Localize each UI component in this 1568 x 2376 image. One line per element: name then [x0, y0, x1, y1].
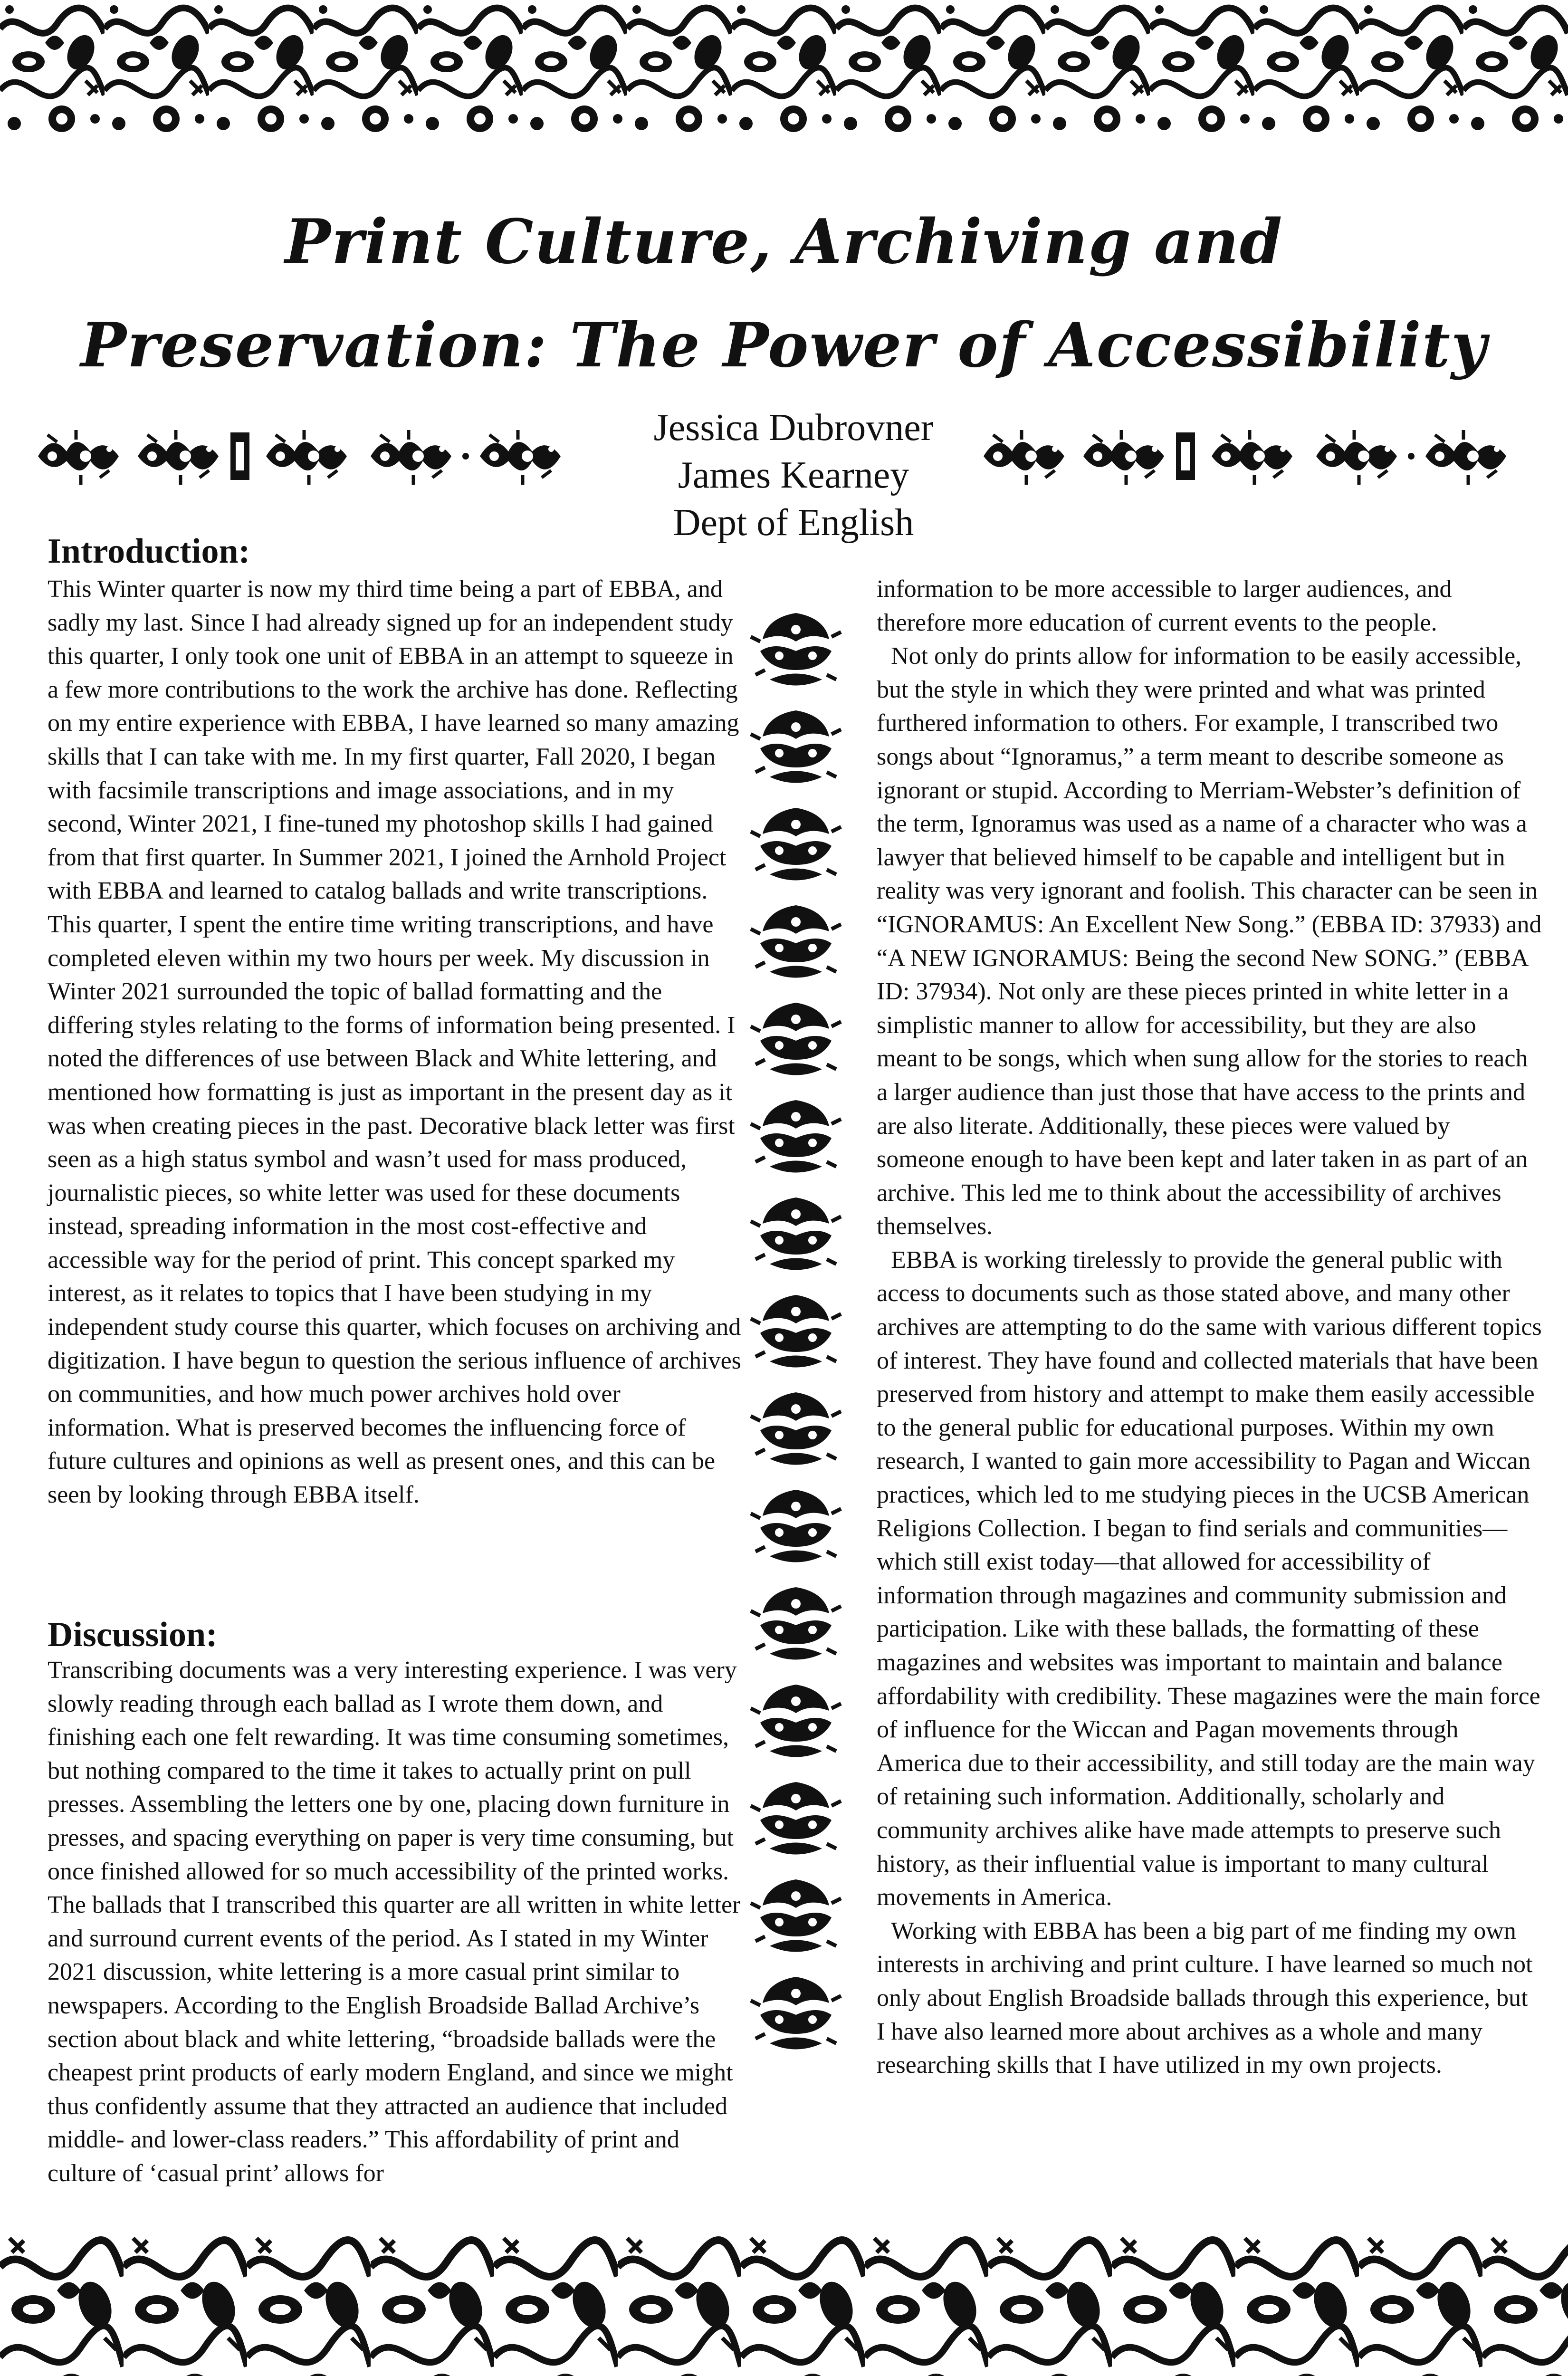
paragraph: EBBA is working tirelessly to provide the general public with access to documents such as those stated above, and many other archives are attempting to do the same with various different topics of interest. They have found and collected materials that have been preserved from history and attempt to make them easily accessible to the general public for educational purposes. Within my own research, I wanted to gain more accessibility to Pagan and Wiccan practices, which led to me studying pieces in the UCSB American Religions Collection. I began to find serials and communities—which still exist today—that allowed for accessibility of information through magazines and community submission and participation. Like with these ballads, the formatting of these magazines and websites was important to maintain and balance affordability with credibility. These magazines were the main force of influence for the Wiccan and Pagan movements through America due to their accessibility, and still today are the main way of retaining such information. Additionally, scholarly and community archives alike have made attempts to preserve such history, as their influential value is important to many cultural movements in America.	[877, 1246, 1542, 1911]
author-block	[618, 404, 969, 546]
introduction-text: This Winter quarter is now my third time being a part of EBBA, and sadly my last. Since I had already signed up for an independent study this quarter, I only took one unit of EBBA in an attempt to squeeze in a few more contributions to the work the archive has done. Reflecting on my entire experience with EBBA, I have learned so many amazing skills that I can take with me. In my first quarter, Fall 2020, I began with facsimile transcriptions and image associations, and in my second, Winter 2021, I fine-tuned my photoshop skills I had gained from that first quarter. In Summer 2021, I joined the Arnhold Project with EBBA and learned to catalog ballads and write transcriptions. This quarter, I spent the entire time writing transcriptions, and have completed eleven within my two hours per week. My discussion in Winter 2021 surrounded the topic of ballad formatting and the differing styles relating to the forms of information being presented. I noted the differences of use between Black and White lettering, and mentioned how formatting is just as important in the present day as it was when creating pieces in the past. Decorative black letter was first seen as a high status symbol and wasn’t used for mass produced, journalistic pieces, so white letter was used for these documents instead, spreading information in the most cost-effective and accessible way for the period of print. This concept sparked my interest, as it relates to topics that I have been studying in my independent study course this quarter, which focuses on archiving and digitization. I have begun to question the serious influence of archives on communities, and how much power archives hold over information. What is preserved becomes the influencing force of future cultures and opinions as well as present ones, and this can be seen by looking through EBBA itself.	[48, 575, 741, 1509]
bottom-woodcut-border	[0, 2229, 1568, 2376]
author-name: James Kearney	[678, 454, 909, 496]
department: Dept of English	[673, 502, 914, 544]
right-fleuron-ornament	[974, 421, 1544, 492]
discussion-text: Transcribing documents was a very interesting experience. I was very slowly reading through each ballad as I wrote them down, and finishing each one felt rewarding. It was time consuming sometimes, but nothing compared to the time it takes to actually print on pull presses. Assembling the letters one by one, placing down furniture in presses, and spacing everything on paper is very time consuming, but once finished allowed for so much accessibility of the printed works. The ballads that I transcribed this quarter are all written in white letter and surround current events of the period. As I stated in my Winter 2021 discussion, white lettering is a more casual print similar to newspapers. According to the English Broadside Ballad Archive’s section about black and white lettering, “broadside ballads were the cheapest print products of early modern England, and since we might thus confidently assume that they attracted an audience that included middle- and lower-class readers.” This affordability of print and culture of ‘casual print’ allows for	[48, 1657, 741, 2187]
left-fleuron-ornament	[29, 421, 599, 492]
paragraph: information to be more accessible to larger audiences, and therefore more education of current events to the people.	[877, 575, 1452, 636]
discussion-heading: Discussion:	[48, 1615, 218, 1654]
vertical-ornament-divider	[741, 608, 851, 2091]
introduction-heading: Introduction:	[48, 532, 250, 571]
poster-title: Print Culture, Archiving and Preservation: The Power of Accessibility	[80, 206, 1488, 381]
top-woodcut-border	[0, 0, 1568, 143]
author-name: Jessica Dubrovner	[653, 407, 934, 449]
right-column-text	[877, 573, 1542, 2082]
paragraph: Not only do prints allow for information to be easily accessible, but the style in which they were printed and what was printed furthered information to others. For example, I transcribed two songs about “Ignoramus,” a term meant to describe someone as ignorant or stupid. According to Merriam-Webster’s definition of the term, Ignoramus was used as a name of a character who was a lawyer that believed himself to be capable and intelligent but in reality was very ignorant and foolish. This character can be seen in “IGNORAMUS: An Excellent New Song.” (EBBA ID: 37933) and “A NEW IGNORAMUS: Being the second New SONG.” (EBBA ID: 37934). Not only are these pieces printed in white letter in a simplistic manner to allow for accessibility, but they are also meant to be songs, which when sung allow for the stories to reach a larger audience than just those that have access to the prints and are also literate. Additionally, these pieces were valued by someone enough to have been kept and later taken in as part of an archive. This led me to think about the accessibility of archives themselves.	[877, 642, 1542, 1240]
paragraph: Working with EBBA has been a big part of me finding my own interests in archiving and print culture. I have learned so much not only about English Broadside ballads through this experience, but I have also learned more about archives as a whole and many researching skills that I have utilized in my own projects.	[877, 1917, 1533, 2079]
